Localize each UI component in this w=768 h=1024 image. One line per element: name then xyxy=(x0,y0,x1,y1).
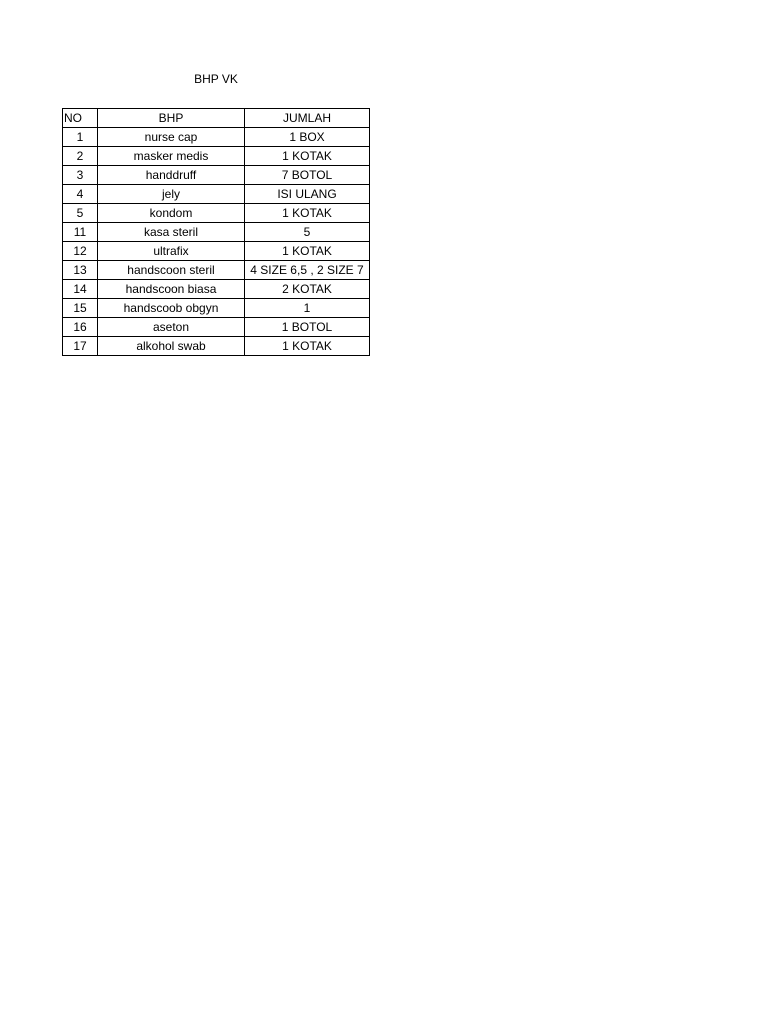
cell-bhp: handscoon biasa xyxy=(98,280,245,299)
cell-jumlah: 1 xyxy=(245,299,370,318)
cell-no: 15 xyxy=(63,299,98,318)
header-no: NO xyxy=(63,109,98,128)
cell-jumlah: 1 BOX xyxy=(245,128,370,147)
cell-no: 1 xyxy=(63,128,98,147)
cell-bhp: jely xyxy=(98,185,245,204)
table-row xyxy=(63,318,370,337)
cell-bhp: ultrafix xyxy=(98,242,245,261)
table-row xyxy=(63,204,370,223)
table-row xyxy=(63,223,370,242)
cell-jumlah: 1 KOTAK xyxy=(245,242,370,261)
table-row xyxy=(63,128,370,147)
table-row xyxy=(63,299,370,318)
document-title: BHP VK xyxy=(194,72,238,86)
cell-no: 2 xyxy=(63,147,98,166)
bhp-table xyxy=(62,108,370,356)
cell-no: 11 xyxy=(63,223,98,242)
header-jumlah: JUMLAH xyxy=(245,109,370,128)
table-row xyxy=(63,185,370,204)
table-row xyxy=(63,280,370,299)
cell-jumlah: 1 KOTAK xyxy=(245,204,370,223)
cell-jumlah: 2 KOTAK xyxy=(245,280,370,299)
cell-bhp: kondom xyxy=(98,204,245,223)
cell-bhp: handscoob obgyn xyxy=(98,299,245,318)
cell-no: 16 xyxy=(63,318,98,337)
cell-no: 4 xyxy=(63,185,98,204)
cell-no: 13 xyxy=(63,261,98,280)
cell-bhp: aseton xyxy=(98,318,245,337)
cell-no: 3 xyxy=(63,166,98,185)
cell-bhp: alkohol swab xyxy=(98,337,245,356)
cell-bhp: handscoon steril xyxy=(98,261,245,280)
cell-jumlah: 1 KOTAK xyxy=(245,337,370,356)
cell-bhp: handdruff xyxy=(98,166,245,185)
cell-no: 14 xyxy=(63,280,98,299)
cell-no: 5 xyxy=(63,204,98,223)
cell-jumlah: 4 SIZE 6,5 , 2 SIZE 7 xyxy=(245,261,370,280)
table-body xyxy=(63,128,370,356)
cell-no: 17 xyxy=(63,337,98,356)
cell-no: 12 xyxy=(63,242,98,261)
cell-bhp: masker medis xyxy=(98,147,245,166)
table-row xyxy=(63,147,370,166)
cell-jumlah: 7 BOTOL xyxy=(245,166,370,185)
table-row xyxy=(63,337,370,356)
cell-bhp: nurse cap xyxy=(98,128,245,147)
table-row xyxy=(63,166,370,185)
cell-jumlah: 1 KOTAK xyxy=(245,147,370,166)
cell-jumlah: 5 xyxy=(245,223,370,242)
table-header-row xyxy=(63,109,370,128)
cell-jumlah: 1 BOTOL xyxy=(245,318,370,337)
cell-jumlah: ISI ULANG xyxy=(245,185,370,204)
header-bhp: BHP xyxy=(98,109,245,128)
table-row xyxy=(63,242,370,261)
table-row xyxy=(63,261,370,280)
cell-bhp: kasa steril xyxy=(98,223,245,242)
